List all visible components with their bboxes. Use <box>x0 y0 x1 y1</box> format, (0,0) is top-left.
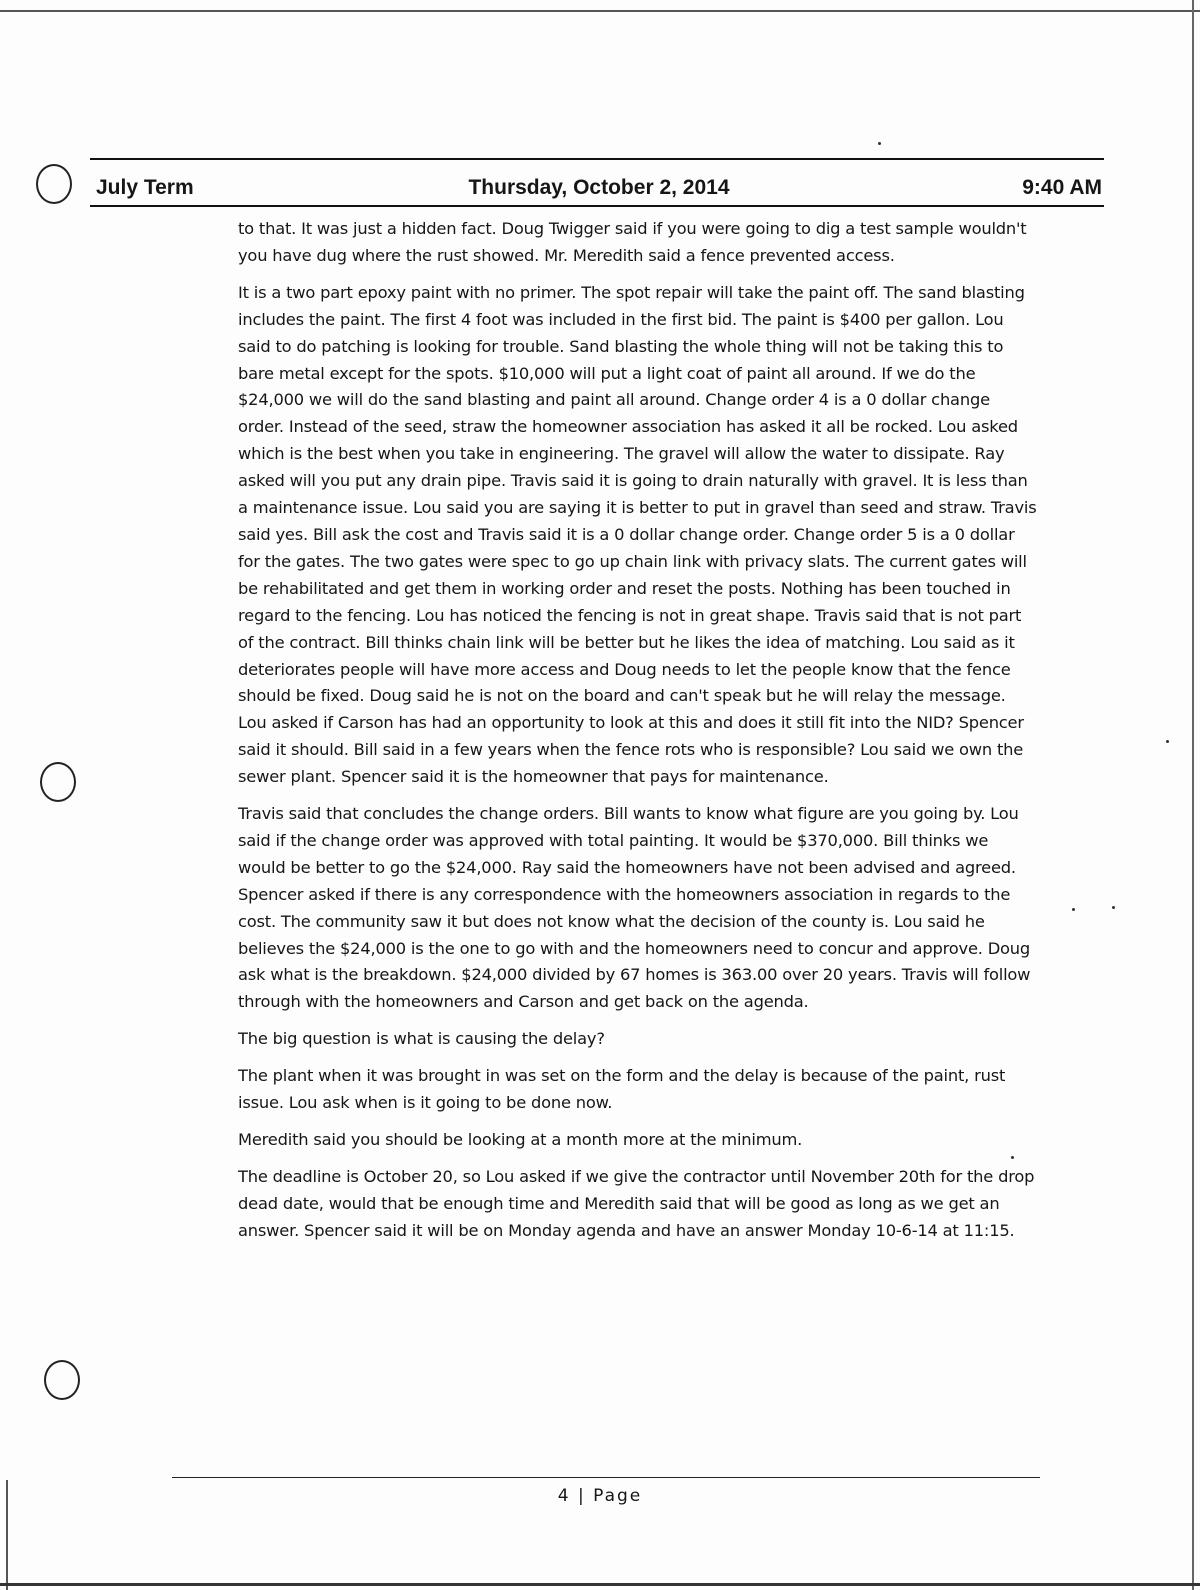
binder-hole-icon <box>40 762 76 802</box>
header-date: Thursday, October 2, 2014 <box>468 176 730 199</box>
scan-speck <box>1112 906 1115 909</box>
scan-border-top <box>0 10 1200 12</box>
body-paragraph: Travis said that concludes the change orders. Bill wants to know what figure are you going by. Lou said if the change order was approved with total painting. It would be $370,000. Bill thinks we would be better to go the $24,000. Ray said the homeowners have not been advised and agreed. Spencer asked if there is any correspondence with the homeowners association in regards to the cost. The community saw it but does not know what the decision of the county is. Lou said he believes the $24,000 is the one to go with and the homeowners need to concur and approve. Doug ask what is the breakdown. $24,000 divided by 67 homes is 363.00 over 20 years. Travis will follow through with the homeowners and Carson and get back on the agenda. <box>238 804 1031 1012</box>
header-time: 9:40 AM <box>1022 176 1102 199</box>
scan-speck <box>1072 908 1075 911</box>
page-header <box>96 162 1102 200</box>
binder-hole-icon <box>44 1360 80 1400</box>
footer-rule <box>172 1477 1040 1478</box>
body-paragraph: It is a two part epoxy paint with no primer. The spot repair will take the paint off. The sand blasting includes the paint. The first 4 foot was included in the first bid. The paint is $400 per gallon. Lou said to do patching is looking for trouble. Sand blasting the whole thing will not be taking this to bare metal except for the spots. $10,000 will put a light coat of paint all around. If we do the $24,000 we will do the sand blasting and paint all around. Change order 4 is a 0 dollar change order. Instead of the seed, straw the homeowner association has asked it all be rocked. Lou asked which is the best when you take in engineering. The gravel will allow the water to dissipate. Ray asked will you put any drain pipe. Travis said it is going to drain naturally with gravel. It is less than a maintenance issue. Lou said you are saying it is better to put in gravel than seed and straw. Travis said yes. Bill ask the cost and Travis said it is a 0 dollar change order. Change order 5 is a 0 dollar for the gates. The two gates were spec to go up chain link with privacy slats. The current gates will be rehabilitated and get them in working order and reset the posts. Nothing has been touched in regard to the fencing. Lou has noticed the fencing is not in great shape. Travis said that is not part of the contract. Bill thinks chain link will be better but he likes the idea of matching. Lou said as it deteriorates people will have more access and Doug needs to let the people know that the fence should be fixed. Doug said he is not on the board and can't speak but he will relay the message. Lou asked if Carson has had an opportunity to look at this and does it still fit into the NID? Spencer said it should. Bill said in a few years when the fence rots who is responsible? Lou said we own the sewer plant. Spencer said it is the homeowner that pays for maintenance. <box>238 282 1037 787</box>
body-paragraph: The big question is what is causing the delay? <box>238 1029 605 1049</box>
binder-hole-icon <box>36 164 72 204</box>
header-term: July Term <box>96 176 194 199</box>
page-number-separator: | <box>577 1486 586 1506</box>
page-number <box>0 1486 1200 1506</box>
body-paragraph: The plant when it was brought in was set on the form and the delay is because of the paint, rust issue. Lou ask when is it going to be done now. <box>238 1066 1006 1113</box>
body-paragraph: to that. It was just a hidden fact. Doug Twigger said if you were going to dig a test sample wouldn't you have dug where the rust showed. Mr. Meredith said a fence prevented access. <box>238 219 1027 265</box>
page-number-value: 4 <box>557 1486 571 1506</box>
header-rule-top <box>90 158 1104 160</box>
scan-speck <box>1166 740 1169 743</box>
body-paragraph: The deadline is October 20, so Lou asked if we give the contractor until November 20th for the drop dead date, would that be enough time and Meredith said that will be good as long as we get an answer. Spencer said it will be on Monday agenda and have an answer Monday 10-6-14 at 11:15. <box>238 1166 1035 1240</box>
scan-border-right <box>1192 0 1194 1590</box>
scan-speck <box>878 142 881 145</box>
body-paragraph: Meredith said you should be looking at a month more at the minimum. <box>238 1130 803 1149</box>
minutes-body <box>238 216 1038 1255</box>
page-label: Page <box>593 1486 643 1506</box>
header-rule-bottom <box>90 205 1104 207</box>
scan-border-bottom <box>0 1583 1200 1586</box>
